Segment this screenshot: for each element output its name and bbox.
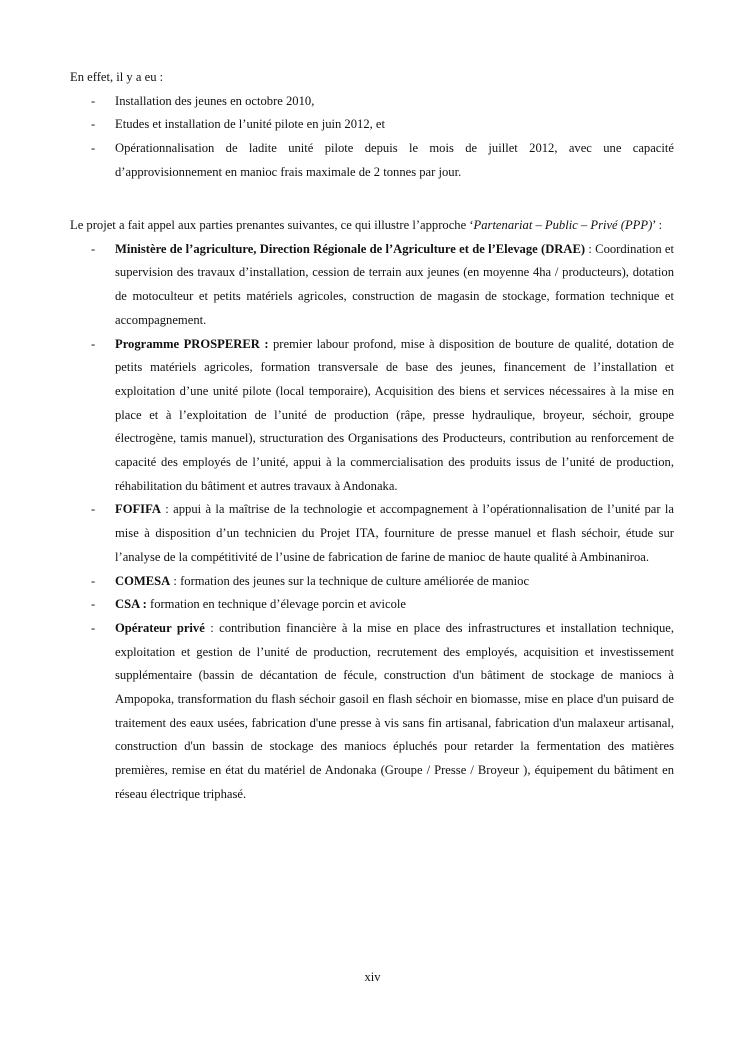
stakeholder-item-drae: - Ministère de l’agriculture, Direction Régionale de l’Agriculture et de l’Elevage (DRAE) : Coordination et supervision des travaux d’installation, cession de terrain aux jeunes (en moyenne 4ha / producteurs), dotation de motoculteur et petits matériels agricoles, construction de magasin de stockage, formation technique et accompagnement. [91, 241, 675, 327]
stakeholder-name: Ministère de l’agriculture, Direction Régionale de l’Agriculture et de l’Elevage (DRAE) [115, 241, 586, 256]
stakeholder-desc: appui à la maîtrise de la technologie et accompagnement à l’opérationnalisation de l’unité par la mise à disposition d’un technicien du Projet ITA, fourniture de presse manuel et flash séchoir, étude sur l’analyse de la compétitivité de l’usine de fabrication de farine de manioc de haute qualité à Ambinaniroa. [115, 502, 675, 564]
stakeholder-desc: formation en technique d’élevage porcin et avicole [150, 597, 406, 612]
stakeholder-desc: formation des jeunes sur la technique de culture améliorée de manioc [180, 573, 530, 588]
stakeholder-desc: contribution financière à la mise en place des infrastructures et installation technique, exploitation et gestion de l’unité de production, recrutement des employés, acquisition et investissement supplémentaire (bassin de décantation de fécule, construction d'un bâtiment de stockage de maniocs à Ampopoka, transformation du flash séchoir gasoil en flash séchoir en biomasse, mise en place d'un puisard de traitement des eaux usées, fabrication d'une presse à vis sans fin artisanal, fabrication d'un malaxeur artisanal, construction d'un bassin de stockage des maniocs épluchés pour retarder la fermentation des matières premières, remise en état du matériel de Andonaka (Groupe / Presse / Broyeur ), équipement du bâtiment en réseau électrique triphasé. [115, 620, 675, 801]
page-number: xiv [364, 970, 381, 984]
list-item: - Etudes et installation de l’unité pilote en juin 2012, et [91, 117, 386, 132]
stakeholder-name: Programme PROSPERER : [115, 336, 269, 351]
stakeholder-name: Opérateur privé [115, 620, 205, 635]
stakeholder-name: FOFIFA [115, 502, 161, 517]
stakeholder-item-csa: - CSA : formation en technique d’élevage porcin et avicole [91, 597, 406, 612]
ppp-intro-paragraph: Le projet a fait appel aux parties prenantes suivantes, ce qui illustre l’approche ‘Partenariat – Public – Privé (PPP)’ : [70, 218, 663, 232]
stakeholder-desc: premier labour profond, mise à disposition de bouture de qualité, dotation de petits matériels agricoles, formation transversale de base des jeunes, financement de l’installation et exploitation d’une unité pilote (local temporaire), Acquisition des biens et services nécessaires à la mise en place et à l’exploitation de l’unité de production (râpe, presse hydraulique, broyeur, séchoir, groupe électrogène, tamis manuel), structuration des Organisations des Producteurs, contribution au renforcement de capacité des employés de l’unité, appui à la commercialisation des produits issus de l’unité de production, réhabilitation du bâtiment et autres travaux à Andonaka. [115, 336, 675, 493]
stakeholder-item-comesa: - COMESA : formation des jeunes sur la technique de culture améliorée de manioc [91, 573, 530, 588]
stakeholder-name: COMESA [115, 573, 171, 588]
stakeholders-list [70, 238, 674, 807]
list-item: - Installation des jeunes en octobre 2010, [91, 93, 315, 108]
stakeholder-item-operateur-prive: - Opérateur privé : contribution financière à la mise en place des infrastructures et installation technique, exploitation et gestion de l’unité de production, recrutement des employés, acquisition et investissement supplémentaire (bassin de décantation de fécule, construction d'un bâtiment de stockage de maniocs à Ampopoka, transformation du flash séchoir gasoil en flash séchoir en biomasse, mise en place d'un puisard de traitement des eaux usées, fabrication d'une presse à vis sans fin artisanal, fabrication d'un malaxeur artisanal, construction d'un bassin de stockage des maniocs épluchés pour retarder la fermentation des matières premières, remise en état du matériel de Andonaka (Groupe / Presse / Broyeur ), équipement du bâtiment en réseau électrique triphasé. [91, 620, 675, 801]
ppp-emphasis: Partenariat – Public – Privé (PPP) [473, 218, 653, 232]
stakeholder-desc: Coordination et supervision des travaux d’installation, cession de terrain aux jeunes (en moyenne 4ha / producteurs), dotation de motoculteur et petits matériels agricoles, construction de magasin de stockage, formation technique et accompagnement. [115, 241, 675, 327]
intro-paragraph: En effet, il y a eu : [70, 70, 164, 84]
stakeholder-item-prosperer: - Programme PROSPERER : premier labour profond, mise à disposition de bouture de qualité, dotation de petits matériels agricoles, formation transversale de base des jeunes, financement de l’installation et exploitation d’une unité pilote (local temporaire), Acquisition des biens et services nécessaires à la mise en place et à l’exploitation de l’unité de production (râpe, presse hydraulique, broyeur, séchoir, groupe électrogène, tamis manuel), structuration des Organisations des Producteurs, contribution au renforcement de capacité des employés de l’unité, appui à la commercialisation des produits issus de l’unité de production, réhabilitation du bâtiment et autres travaux à Andonaka. [91, 336, 675, 493]
list-item: - Opérationnalisation de ladite unité pilote depuis le mois de juillet 2012, avec une capacité d’approvisionnement en manioc frais maximale de 2 tonnes par jour. [91, 141, 674, 179]
stakeholders-section [70, 214, 674, 807]
stakeholder-name: CSA : [115, 597, 147, 612]
events-list [70, 90, 674, 185]
stakeholder-item-fofifa: - FOFIFA : appui à la maîtrise de la technologie et accompagnement à l’opérationnalisation de l’unité par la mise à disposition d’un technicien du Projet ITA, fourniture de presse manuel et flash séchoir, étude sur l’analyse de la compétitivité de l’usine de fabrication de farine de manioc de haute qualité à Ambinaniroa. [91, 502, 675, 564]
events-section [70, 66, 674, 185]
